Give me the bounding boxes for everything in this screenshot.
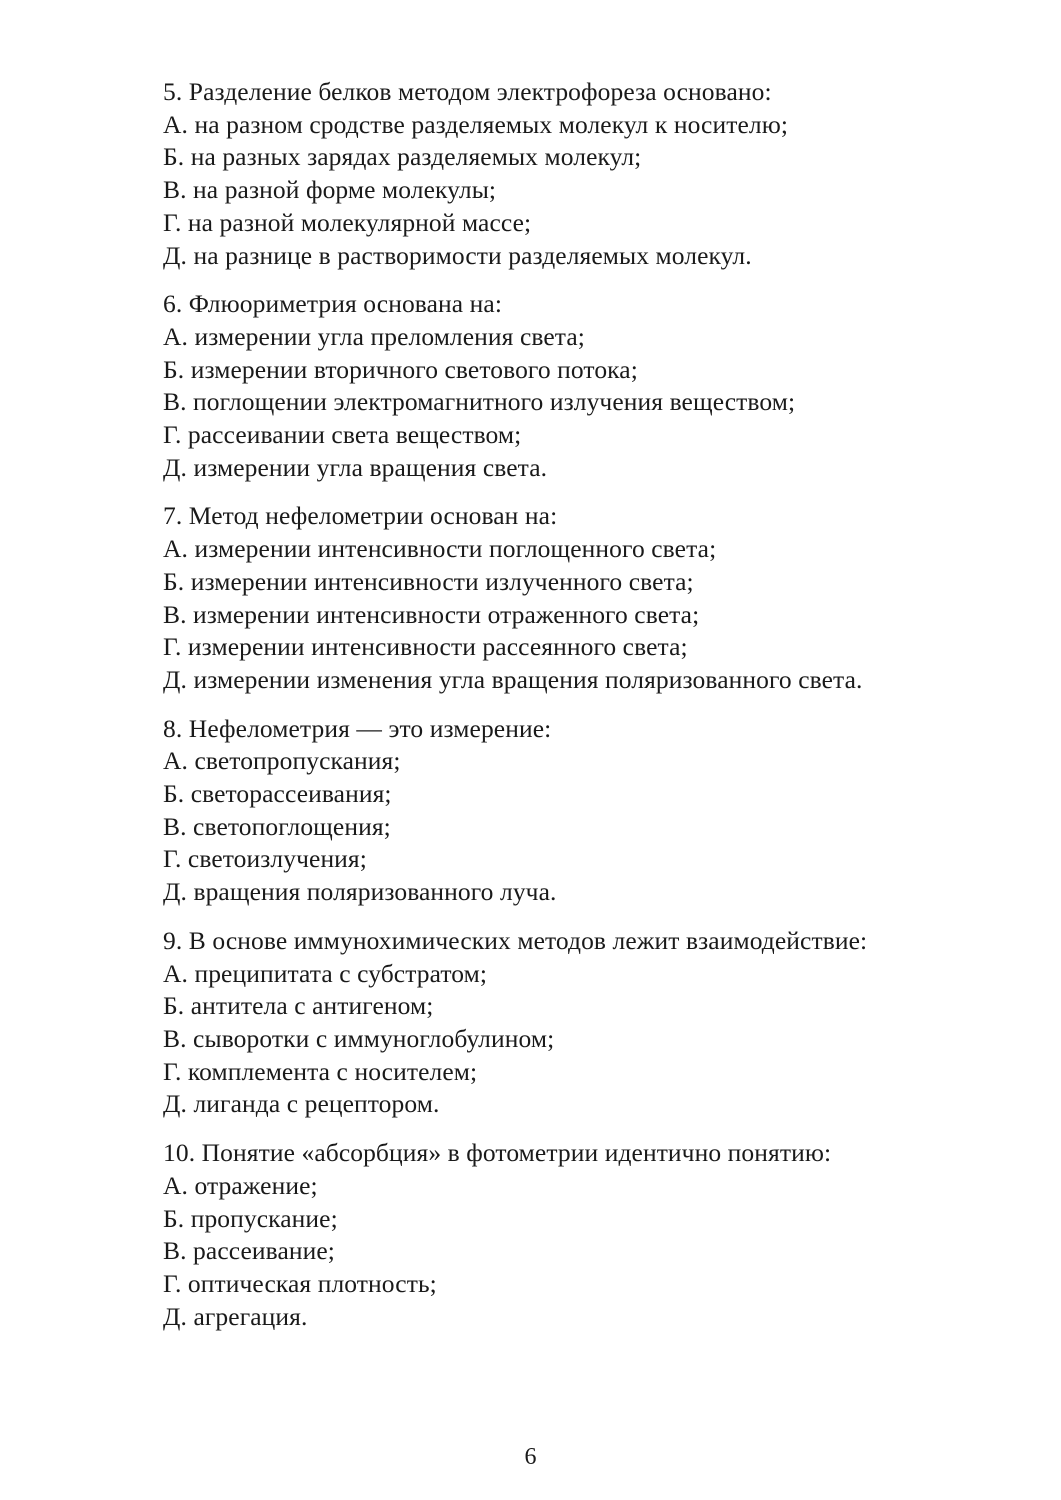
question-text: 9. В основе иммунохимических методов лежит взаимодействие: — [163, 925, 868, 955]
answer-option: Г. светоизлучения; — [163, 844, 367, 874]
question-list — [163, 76, 1023, 1349]
answer-option: В. сыворотки с иммуноглобулином; — [163, 1023, 555, 1053]
question-text: 8. Нефелометрия — это измерение: — [163, 713, 552, 743]
answer-option: Д. вращения поляризованного луча. — [163, 877, 557, 907]
answer-option: А. отражение; — [163, 1170, 318, 1200]
question-6 — [163, 288, 1023, 484]
question-10 — [163, 1137, 1023, 1333]
answer-option: Д. агрегация. — [163, 1301, 308, 1331]
question-9 — [163, 925, 1023, 1121]
answer-option: А. преципитата с субстратом; — [163, 958, 488, 988]
answer-option: В. измерении интенсивности отраженного света; — [163, 599, 700, 629]
answer-option: А. светопропускания; — [163, 746, 401, 776]
answer-option: Б. измерении интенсивности излученного света; — [163, 566, 694, 596]
answer-option: Г. рассеивании света веществом; — [163, 420, 522, 450]
question-8 — [163, 713, 1023, 909]
answer-option: Б. на разных зарядах разделяемых молекул; — [163, 142, 642, 172]
question-text: 6. Флюориметрия основана на: — [163, 289, 503, 319]
answer-option: Г. оптическая плотность; — [163, 1268, 437, 1298]
answer-option: Б. измерении вторичного светового потока; — [163, 354, 638, 384]
answer-option: Б. светорассеивания; — [163, 779, 392, 809]
answer-option: А. на разном сродстве разделяемых молекул к носителю; — [163, 109, 789, 139]
answer-option: Д. измерении угла вращения света. — [163, 452, 548, 482]
answer-option: Г. на разной молекулярной массе; — [163, 207, 532, 237]
answer-option: В. светопоглощения; — [163, 811, 391, 841]
answer-option: А. измерении интенсивности поглощенного света; — [163, 534, 717, 564]
answer-option: Б. антитела с антигеном; — [163, 991, 434, 1021]
question-5 — [163, 76, 1023, 272]
answer-option: Д. измерении изменения угла вращения поляризованного света. — [163, 664, 863, 694]
answer-option: Г. комплемента с носителем; — [163, 1056, 478, 1086]
answer-option: Д. лиганда с рецептором. — [163, 1089, 440, 1119]
question-text: 7. Метод нефелометрии основан на: — [163, 501, 558, 531]
answer-option: Б. пропускание; — [163, 1203, 338, 1233]
answer-option: В. рассеивание; — [163, 1236, 335, 1266]
answer-option: В. на разной форме молекулы; — [163, 175, 497, 205]
answer-option: В. поглощении электромагнитного излучения веществом; — [163, 387, 796, 417]
answer-option: Д. на разнице в растворимости разделяемых молекул. — [163, 240, 752, 270]
question-text: 5. Разделение белков методом электрофореза основано: — [163, 77, 772, 106]
page-number: 6 — [524, 1444, 537, 1470]
question-7 — [163, 500, 1023, 696]
answer-option: Г. измерении интенсивности рассеянного света; — [163, 632, 688, 662]
question-text: 10. Понятие «абсорбция» в фотометрии идентично понятию: — [163, 1138, 832, 1168]
answer-option: А. измерении угла преломления света; — [163, 321, 585, 351]
